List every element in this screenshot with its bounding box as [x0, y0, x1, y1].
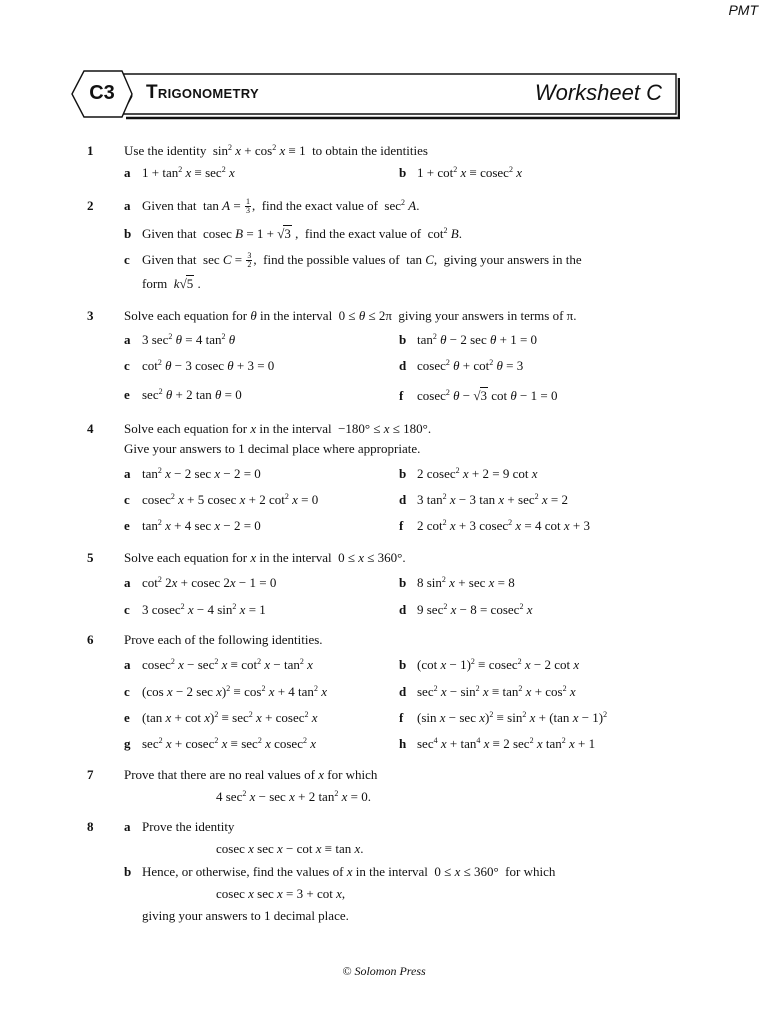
question-3-part-e: e $\sec^2 \theta + 2$ tan θ = 0 [124, 387, 242, 402]
question-8-part-a-identity: cosec x sec x − cot x ≡ tan x. [216, 841, 364, 856]
question-7-stem: Prove that there are no real values of x for which [124, 767, 378, 782]
pmt-label: PMT [728, 2, 758, 18]
question-number-6: 6 [87, 632, 94, 647]
question-8-part-b-instruction: giving your answers to 1 decimal place. [142, 908, 349, 923]
question-5-part-d: d 9 $\sec^2 x - 8 = cosec^2$ x [399, 602, 533, 617]
question-4-stem-2: Give your answers to 1 decimal place where appropriate. [124, 441, 421, 456]
question-number-3: 3 [87, 308, 94, 323]
unit-code: C3 [89, 82, 115, 104]
question-6-part-g: g $\sec^2 x + cosec^2$ $x \equiv \sec^2 x$ cosec$^2$ x [124, 736, 316, 751]
question-2-part-b: b Given that cosec B = 1 + √3 , find the exact value of $\cot^2 B$. [124, 226, 462, 241]
question-4-part-e: e $\tan^2 x + 4$ sec x − 2 = 0 [124, 518, 261, 533]
question-6-part-d: d $\sec^2 x - \sin^2 x \equiv \tan^2 x + \cos^2 x$ [399, 684, 576, 699]
question-4-part-c: c cosec$^2$ x + 5 cosec x + 2 $\cot^2 x = 0$ [124, 492, 319, 507]
question-4-part-a: a $\tan^2 x - 2$ sec x − 2 = 0 [124, 466, 261, 481]
question-6-stem: Prove each of the following identities. [124, 632, 323, 647]
question-6-part-e: e (tan $x + \cot x)^2 \equiv \sec^2 x + cosec^2$ x [124, 710, 318, 725]
question-6-part-f: f (sin $x - \sec x)^2 \equiv \sin^2 x + (\tan$ x − 1)$^2$ [399, 710, 608, 725]
question-4-part-b: b 2 cosec$^2$ x + 2 = 9 cot x [399, 466, 538, 481]
question-3-part-d: d cosec$^2$ $\theta + \cot^2 \theta = 3$ [399, 358, 524, 373]
question-2-part-a: a Given that tan A = $\frac{1}{3}$ , find the exact value of $\sec^2 A$. [124, 197, 420, 215]
question-5-part-a: a $\cot^2 2x + cosec$ 2x − 1 = 0 [124, 575, 277, 590]
question-5-part-b: b 8 $\sin^2 x + \sec x = 8$ [399, 575, 515, 590]
question-7-equation: 4 $\sec^2 x - \sec x + 2$ $\tan^2 x = 0$. [216, 789, 371, 804]
page-title: Trigonometry [146, 82, 259, 103]
question-3-part-f: f cosec$^2$ θ − √3 cot θ − 1 = 0 [399, 388, 558, 403]
question-6-part-h: h $\sec^4 x + \tan^4 x \equiv 2$ $\sec^2 x$ $\tan^2 x + 1$ [399, 736, 596, 751]
question-8-part-a: a Prove the identity [124, 819, 235, 834]
question-3-part-c: c $\cot^2 \theta - 3$ cosec θ + 3 = 0 [124, 358, 275, 373]
question-6-part-c: c (cos x − 2 $\sec x)^2 \equiv \cos^2 x + 4$ $\tan^2 x$ [124, 684, 327, 699]
question-2-part-c: c Given that sec C = $\frac{3}{2}$ , find the possible values of tan C, giving your answers in the [124, 251, 582, 269]
question-1-part-a: a $1 + \tan^2 x \equiv \sec^2 x$ [124, 165, 235, 180]
question-5-part-c: c 3 cosec$^2$ x − 4 $\sin^2 x = 1$ [124, 602, 266, 617]
question-5-stem: Solve each equation for x in the interval 0 ≤ x ≤ 360°. [124, 550, 406, 565]
question-6-part-a: a cosec$^2$ $x - \sec^2 x \equiv \cot^2 x - \tan^2 x$ [124, 657, 313, 672]
question-1-stem: Use the identity $\sin^2 x + \cos^2 x \equiv 1$ to obtain the identities [124, 143, 428, 158]
question-3-stem: Solve each equation for θ in the interval 0 ≤ θ ≤ 2π giving your answers in terms of π. [124, 308, 577, 323]
question-8-part-b: b Hence, or otherwise, find the values of x in the interval 0 ≤ x ≤ 360° for which [124, 864, 556, 879]
question-4-stem: Solve each equation for x in the interval −180° ≤ x ≤ 180°. [124, 421, 432, 436]
question-number-7: 7 [87, 767, 94, 782]
question-2-part-c-cont: form k√5 . [142, 276, 201, 291]
question-number-4: 4 [87, 421, 94, 436]
question-number-8: 8 [87, 819, 94, 834]
question-number-2: 2 [87, 198, 94, 213]
page-footer: © Solomon Press [342, 964, 426, 978]
question-number-5: 5 [87, 550, 94, 565]
worksheet-subtitle: Worksheet C [534, 80, 662, 105]
question-1-part-b: b $1 + \cot^2 x \equiv cosec^2$ x [399, 165, 522, 180]
question-4-part-d: d 3 $\tan^2 x - 3$ $\tan x + \sec^2 x = 2$ [399, 492, 568, 507]
question-6-part-b: b (cot x − 1)$^2$ ≡ cosec$^2$ x − 2 cot x [399, 657, 580, 672]
question-number-1: 1 [87, 143, 94, 158]
question-3-part-a: a 3 $\sec^2 \theta = 4$ $\tan^2 \theta$ [124, 332, 236, 347]
question-8-part-b-equation: cosec x sec x = 3 + cot x, [216, 886, 346, 901]
question-4-part-f: f 2 $\cot^2 x + 3$ cosec$^2$ x = 4 cot x + 3 [399, 518, 590, 533]
question-3-part-b: b $\tan^2 \theta - 2$ sec θ + 1 = 0 [399, 332, 538, 347]
